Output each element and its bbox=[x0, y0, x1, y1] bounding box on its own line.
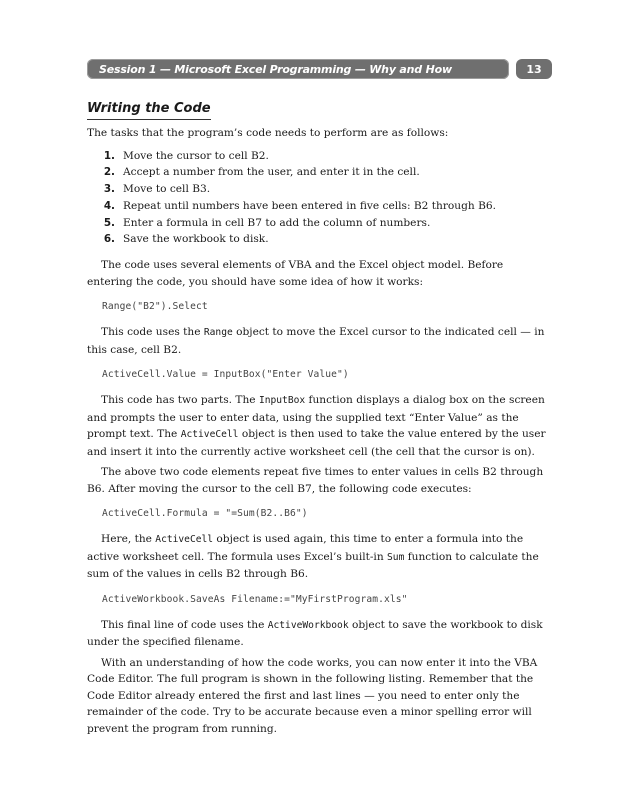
code-snippet-inputbox: ActiveCell.Value = InputBox("Enter Value") bbox=[102, 369, 349, 381]
running-title-bar bbox=[87, 59, 509, 79]
page-number: 13 bbox=[516, 59, 552, 79]
list-text: Save the workbook to disk. bbox=[123, 233, 269, 246]
list-number: 2. bbox=[103, 166, 115, 179]
intro-paragraph: The tasks that the program’s code needs to perform are as follows: bbox=[87, 127, 449, 139]
list-number: 1. bbox=[103, 149, 115, 162]
list-item bbox=[87, 198, 552, 215]
code-snippet-saveas: ActiveWorkbook.SaveAs Filename:="MyFirstProgram.xls" bbox=[102, 593, 408, 605]
list-item bbox=[87, 181, 552, 198]
list-number: 5. bbox=[103, 216, 115, 229]
list-number: 4. bbox=[103, 199, 115, 212]
list-number: 6. bbox=[103, 233, 115, 246]
running-title: Session 1 — Microsoft Excel Programming — Why and How bbox=[99, 62, 452, 76]
page-body bbox=[87, 97, 552, 737]
paragraph-inputbox-explanation: This code has two parts. The InputBox function displays a dialog box on the screen and prompts the user to enter data, using the supplied text “Enter Value” as the prompt text. The ActiveCell object is then used to take the value entered by the user and insert it into the currently active worksheet cell (the cell that the cursor is on). bbox=[87, 394, 546, 458]
list-text: Enter a formula in cell B7 to add the column of numbers. bbox=[123, 216, 431, 229]
paragraph-range-explanation: This code uses the Range object to move the Excel cursor to the indicated cell — in this case, cell B2. bbox=[87, 326, 545, 356]
paragraph-repeat-explanation: The above two code elements repeat five times to enter values in cells B2 through B6. After moving the cursor to the cell B7, the following code executes: bbox=[87, 466, 544, 495]
list-text: Accept a number from the user, and enter it in the cell. bbox=[123, 166, 420, 179]
list-text: Move the cursor to cell B2. bbox=[123, 149, 269, 162]
code-snippet-formula: ActiveCell.Formula = "=Sum(B2..B6") bbox=[102, 508, 308, 520]
inline-code: Sum bbox=[387, 551, 405, 563]
list-item bbox=[87, 215, 552, 232]
paragraph-saveas-explanation: This final line of code uses the ActiveWorkbook object to save the workbook to disk under the specified filename. bbox=[87, 618, 543, 649]
list-text: Move to cell B3. bbox=[123, 183, 211, 196]
list-item bbox=[87, 231, 552, 248]
inline-code: Range bbox=[203, 327, 233, 339]
list-text: Repeat until numbers have been entered in five cells: B2 through B6. bbox=[123, 199, 496, 212]
inline-code: InputBox bbox=[258, 395, 306, 407]
running-header bbox=[87, 59, 552, 79]
list-number: 3. bbox=[103, 183, 115, 196]
list-item bbox=[87, 148, 552, 165]
list-item bbox=[87, 164, 552, 181]
code-snippet-range-select: Range("B2").Select bbox=[102, 301, 208, 313]
paragraph-enter-code: With an understanding of how the code works, you can now enter it into the VBA Code Editor. The full program is shown in the following listing. Remember that the Code Editor already entered the first and last lines — you need to enter only the remainder of the code. Try to be accurate because even a minor spelling error will prevent the program from running. bbox=[87, 656, 538, 735]
steps-list bbox=[87, 148, 552, 249]
paragraph-code-overview: The code uses several elements of VBA and the Excel object model. Before entering the code, you should have some idea of how it works: bbox=[87, 259, 504, 288]
section-title: Writing the Code bbox=[87, 100, 211, 120]
inline-code: ActiveCell bbox=[180, 429, 239, 441]
inline-code: ActiveCell bbox=[155, 534, 214, 546]
paragraph-formula-explanation: Here, the ActiveCell object is used again, this time to enter a formula into the active worksheet cell. The formula uses Excel’s built-in Sum function to calculate the sum of the values in cells B2 through B6. bbox=[87, 533, 539, 581]
inline-code: ActiveWorkbook bbox=[267, 619, 349, 631]
